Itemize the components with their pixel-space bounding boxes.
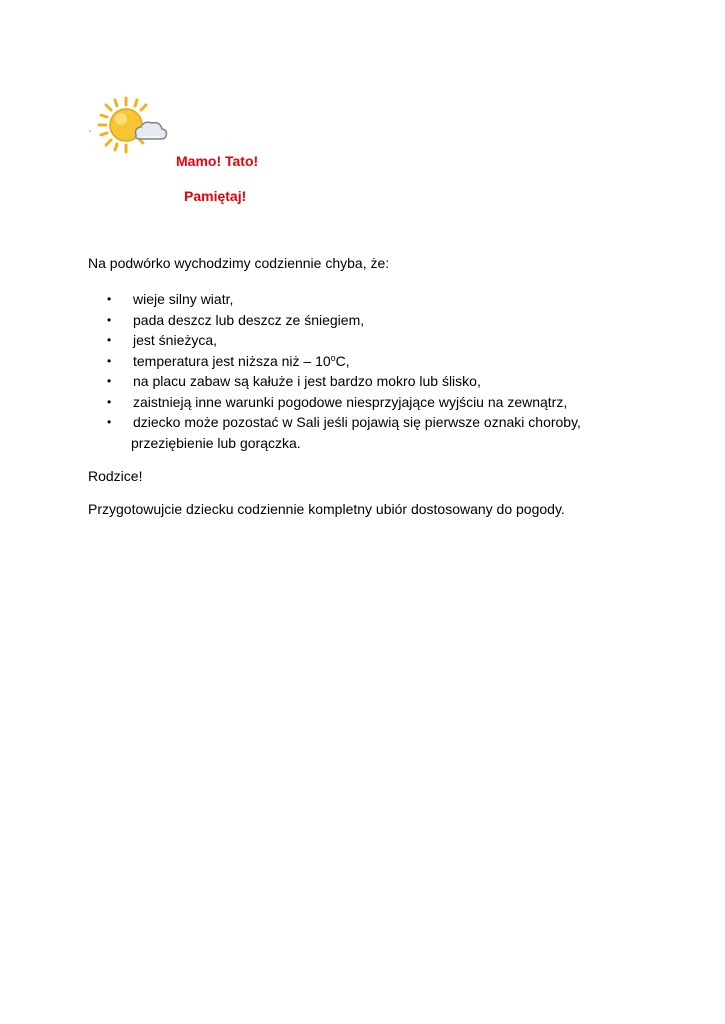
list-item-text: wieje silny wiatr, (133, 291, 234, 307)
list-item (88, 330, 648, 351)
bullet-icon: • (107, 353, 112, 368)
temperature-before: temperatura jest niższa niż – 10 (133, 352, 331, 369)
list-item (88, 351, 648, 372)
list-item-text: zaistnieją inne warunki pogodowe niesprzyjające wyjściu na zewnątrz, (133, 393, 568, 410)
list-item (88, 412, 648, 453)
list-item-text: na placu zabaw są kałuże i jest bardzo mokro lub ślisko, (133, 373, 481, 389)
list-item (88, 371, 648, 392)
bullet-icon: • (107, 374, 112, 388)
list-item (88, 289, 648, 310)
intro-text: Na podwórko wychodzimy codziennie chyba, że: (88, 255, 390, 271)
list-item (88, 310, 648, 331)
greeting-heading: Mamo! Tato! (176, 153, 259, 169)
bullet-icon: • (107, 333, 112, 347)
closing-text: Przygotowujcie dziecku codziennie kompletny ubiór dostosowany do pogody. (88, 501, 565, 517)
list-item-text: pada deszcz lub deszcz ze śniegiem, (133, 311, 365, 328)
reminder-heading: Pamiętaj! (184, 188, 247, 204)
bullet-icon: • (107, 292, 112, 306)
bullet-icon: • (107, 415, 112, 429)
parents-heading: Rodzice! (88, 468, 143, 484)
list-item-continuation: przeziębienie lub gorączka. (131, 434, 301, 451)
list-item-text: dziecko może pozostać w Sali jeśli pojawią się pierwsze oznaki choroby, (133, 414, 581, 430)
list-item-text: jest śnieżyca, (133, 332, 218, 348)
bullet-icon: • (107, 394, 112, 409)
bullet-icon: • (107, 312, 112, 327)
temperature-text (133, 353, 350, 369)
conditions-list (88, 289, 648, 453)
temperature-unit: C, (335, 352, 350, 369)
degree-mark: o (330, 352, 336, 363)
sun-behind-cloud-icon (86, 95, 170, 157)
list-item (88, 392, 648, 413)
